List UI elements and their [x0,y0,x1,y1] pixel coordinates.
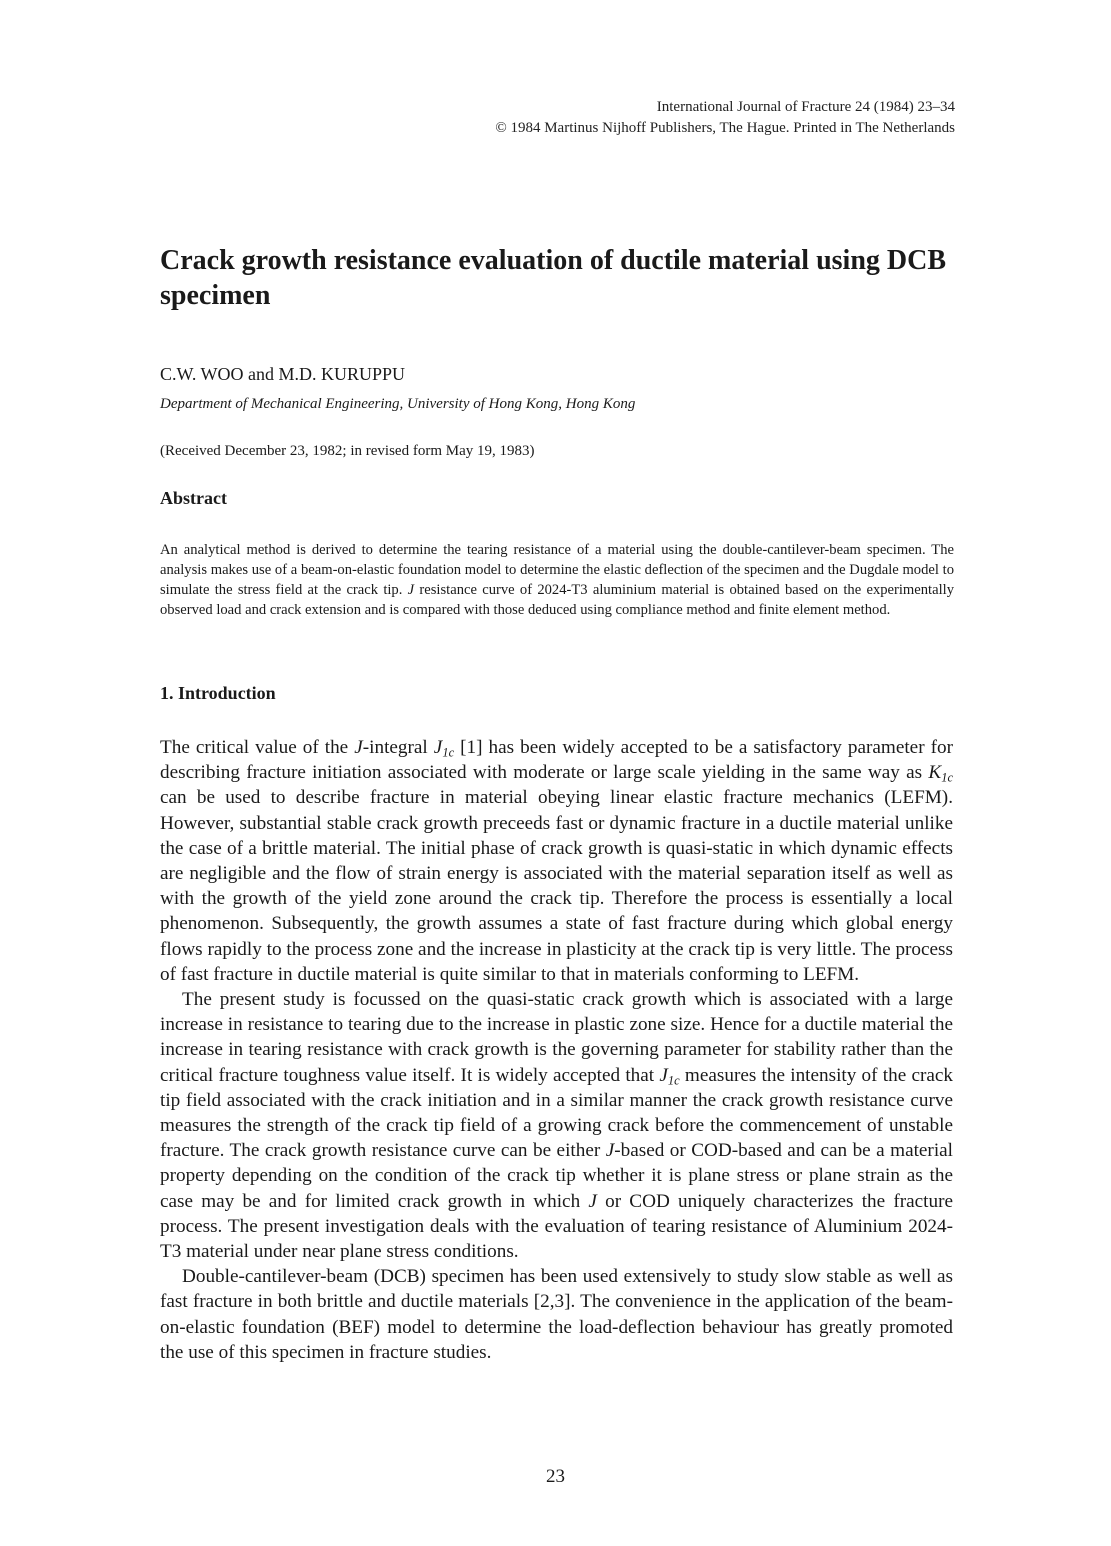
text-run: -based or COD-based and can be a material property depending on the condition of the crack tip whether it is plane stress or plane strain as the case may be and for limited crack growth in which [160,1140,953,1212]
text-run: -integral [362,737,434,758]
text-run: [1] has been widely accepted to be a satisfactory parameter for describing fracture initiation associated with moderate or large scale yielding in the same way as [160,737,953,784]
abstract-text-part: An analytical method is derived to determine the tearing resistance of a material using the double-cantilever-beam specimen. The analysis makes use of a beam-on-elastic foundation model to determine the elastic deflection of the specimen and the Dugdale model to simulate the stress field at the crack tip. [160,542,954,598]
symbol-j: J [354,737,363,758]
abstract-text [160,540,954,620]
introduction-body [160,735,953,1365]
text-run: measures the intensity of the crack tip field associated with the crack initiation and in a similar manner the crack growth resistance curve measures the strength of the crack tip field of a growing crack before the commencement of unstable fracture. The crack growth resistance curve can be either [160,1064,953,1162]
affiliation: Department of Mechanical Engineering, University of Hong Kong, Hong Kong [160,396,636,412]
symbol-j: J [605,1140,615,1162]
subscript: 1c [442,745,455,760]
page-number: 23 [546,1466,565,1487]
authors: C.W. WOO and M.D. KURUPPU [160,364,406,384]
abstract-text-part: resistance curve of 2024-T3 aluminium material is obtained based on the experimentally observed load and crack extension and is compared with those deduced using compliance method and finite element method. [160,582,954,618]
subscript: 1c [667,1073,680,1088]
abstract-symbol-j: J [407,582,415,598]
paragraph [160,987,953,1264]
journal-header [495,97,955,139]
text-run: The present study is focussed on the quasi-static crack growth which is associated with a large increase in resistance to tearing due to the increase in plastic zone size. Hence for a ductile material the increase in tearing resistance with crack growth is the governing parameter for stability rather than the critical fracture toughness value itself. It is widely accepted that [160,989,953,1086]
symbol-k1c: K [928,762,942,784]
copyright-notice: © 1984 Martinus Nijhoff Publishers, The Hague. Printed in The Netherlands [495,120,955,136]
text-run: can be used to describe fracture in material obeying linear elastic fracture mechanics (LEFM). However, substantial stable crack growth preceeds fast or dynamic fracture in a ductile material unlike the case of a brittle material. The initial phase of crack growth is quasi-static in which dynamic effects are negligible and the flow of strain energy is associated with the material separation itself as well as with the growth of the yield zone around the crack tip. Therefore the process is essentially a local phenomenon. Subsequently, the growth assumes a state of fast fracture during which global energy flows rapidly to the process zone and the increase in plasticity at the crack tip is very little. The process of fast fracture in ductile material is quite similar to that in materials conforming to LEFM. [160,787,953,985]
paper-title: Crack growth resistance evaluation of ductile material using DCB specimen [160,245,947,311]
symbol-j: J [588,1190,597,1212]
subscript: 1c [941,770,953,785]
symbol-j1c: J [433,737,443,758]
paragraph: Double-cantilever-beam (DCB) specimen has been used extensively to study slow stable as well as fast fracture in both brittle and ductile materials [2,3]. The convenience in the application of the beam-on-elastic foundation (BEF) model to determine the load-deflection behaviour has greatly promoted the use of this specimen in fracture studies. [160,1266,953,1363]
journal-citation: International Journal of Fracture 24 (1984) 23–34 [656,99,955,115]
abstract-heading: Abstract [160,488,227,508]
text-run: The critical value of the [160,737,355,758]
symbol-j1c: J [659,1064,668,1086]
paragraph [160,735,953,987]
section-heading-introduction: 1. Introduction [160,683,276,703]
text-run: or COD uniquely characterizes the fracture process. The present investigation deals with the evaluation of tearing resistance of Aluminium 2024-T3 material under near plane stress conditions. [160,1190,953,1263]
received-dates: (Received December 23, 1982; in revised form May 19, 1983) [160,443,535,459]
